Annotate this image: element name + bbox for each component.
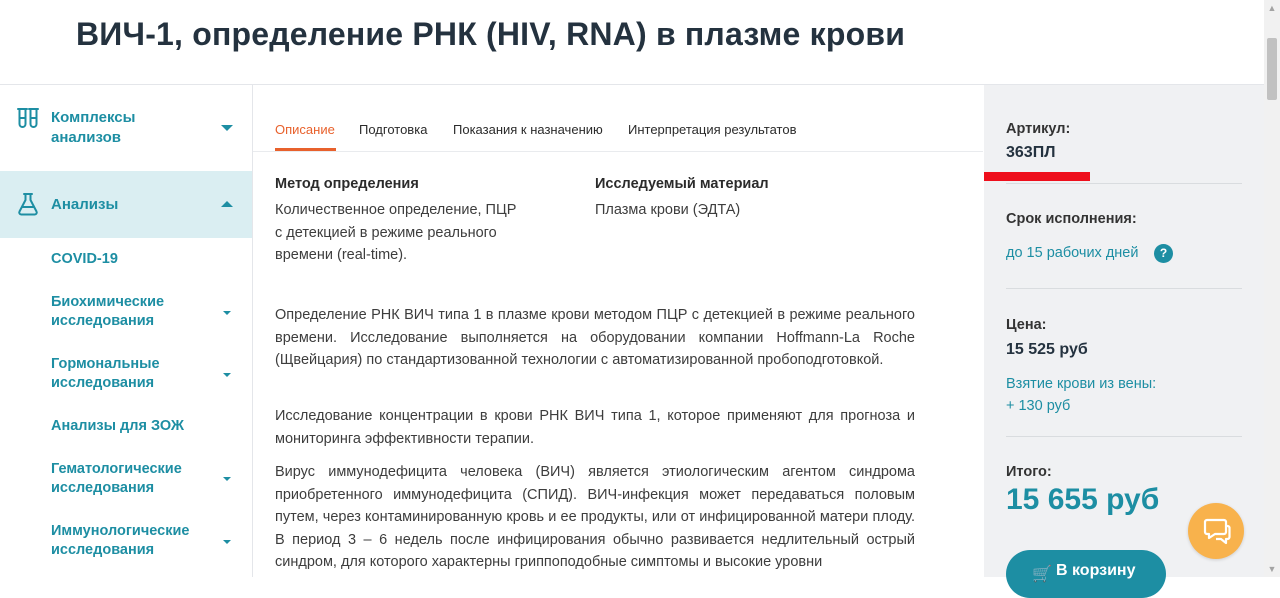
cart-icon: 🛒 <box>1032 566 1052 583</box>
description-paragraph: Определение РНК ВИЧ типа 1 в плазме крови методом ПЦР с детекцией в режиме реального времени. Исследование выполняется на оборудовании компании Hoffmann-La Roche (Щвейцария) по стандартизованной технологии с автоматизированной пробоподготовкой. <box>275 307 915 368</box>
tab-bar <box>253 85 983 152</box>
add-to-cart-button[interactable] <box>1006 550 1166 598</box>
price-value: 15 525 руб <box>1006 341 1088 358</box>
chevron-down-icon[interactable] <box>223 477 231 481</box>
tab-interpretation[interactable]: Интерпретация результатов <box>628 122 797 137</box>
vertical-scrollbar[interactable] <box>1264 0 1280 577</box>
sidebar-group-complexes[interactable] <box>0 85 252 172</box>
total-value: 15 655 руб <box>1006 483 1160 516</box>
sidebar-item-label-line1: Гематологические <box>51 461 182 477</box>
material-text: Плазма крови (ЭДТА) <box>595 202 741 218</box>
sidebar-item-label-line2: исследования <box>51 542 155 558</box>
sidebar-item-label-line2: исследования <box>51 375 155 391</box>
main-content <box>253 85 983 577</box>
method-text-line: с детекцией в режиме реального <box>275 224 497 241</box>
divider <box>1006 183 1242 184</box>
sidebar-item-label-line1: Иммунологические <box>51 523 190 539</box>
scroll-down-arrow-icon[interactable]: ▼ <box>1267 564 1277 574</box>
chevron-up-icon[interactable] <box>221 201 233 207</box>
page-header <box>0 0 1264 85</box>
chat-button[interactable] <box>1188 503 1244 559</box>
material-heading: Исследуемый материал <box>595 176 769 192</box>
description-paragraph: Вирус иммунодефицита человека (ВИЧ) является этиологическим агентом синдрома приобретенного иммунодефицита (СПИД). ВИЧ-инфекция может передаваться половым путем, через контаминированную кровь и ее продукты, или от инфицированной матери плоду. В период 3 – 6 недель после инфицирования обычно развивается недлительный острый синдром, для которого характерны гриппоподобные симптомы и высокие уровни <box>275 464 915 570</box>
sidebar-group-label-line2: анализов <box>51 129 121 146</box>
blood-draw-price: + 130 руб <box>1006 398 1071 414</box>
sidebar-item-label-line2: исследования <box>51 480 155 496</box>
chevron-down-icon[interactable] <box>223 311 231 315</box>
sidebar-group-label <box>51 108 135 148</box>
sidebar-group-label: Анализы <box>51 196 119 213</box>
price-label: Цена: <box>1006 317 1047 333</box>
chevron-down-icon[interactable] <box>223 540 231 544</box>
term-value-link[interactable]: до 15 рабочих дней <box>1006 245 1139 261</box>
chat-bubbles-icon <box>1188 503 1244 559</box>
blood-draw-label: Взятие крови из вены: <box>1006 376 1157 392</box>
description-paragraph: Исследование концентрации в крови РНК ВИЧ типа 1, которое применяют для прогноза и мониторинга эффективности терапии. <box>275 408 915 447</box>
highlight-bar <box>984 172 1090 181</box>
test-tubes-icon <box>16 107 40 131</box>
add-to-cart-label: В корзину <box>1056 562 1136 579</box>
tab-indications[interactable]: Показания к назначению <box>453 122 603 137</box>
scroll-up-arrow-icon[interactable]: ▲ <box>1267 3 1277 13</box>
article-label: Артикул: <box>1006 121 1071 137</box>
sidebar-item-label-line1: Биохимические <box>51 294 165 310</box>
sidebar-item-biochemistry[interactable] <box>51 293 164 331</box>
chevron-down-icon[interactable] <box>221 125 233 131</box>
sidebar-item-label-line1: Гормональные <box>51 356 160 372</box>
method-text <box>275 199 516 267</box>
term-label: Срок исполнения: <box>1006 211 1137 227</box>
method-text-line: времени (real-time). <box>275 247 408 263</box>
flask-icon <box>16 192 40 216</box>
sidebar-item-label-line2: исследования <box>51 313 155 329</box>
scroll-thumb[interactable] <box>1267 38 1277 100</box>
sidebar-item-healthy-lifestyle[interactable]: Анализы для ЗОЖ <box>51 418 185 434</box>
sidebar-group-analyses[interactable] <box>0 171 252 238</box>
tab-description[interactable]: Описание <box>275 122 335 137</box>
divider <box>1006 436 1242 437</box>
sidebar-item-hematology[interactable] <box>51 460 182 498</box>
tab-preparation[interactable]: Подготовка <box>359 122 428 137</box>
method-text-line: Количественное определение, ПЦР <box>275 202 517 218</box>
sidebar-item-hormonal[interactable] <box>51 355 160 393</box>
blood-draw-info[interactable] <box>1006 373 1156 417</box>
total-label: Итого: <box>1006 464 1052 480</box>
sidebar-item-immunology[interactable] <box>51 522 189 560</box>
sidebar-item-covid[interactable]: COVID-19 <box>51 251 118 267</box>
divider <box>1006 288 1242 289</box>
sidebar-group-label-line1: Комплексы <box>51 109 136 126</box>
article-value: 363ПЛ <box>1006 144 1056 161</box>
page-title: ВИЧ-1, определение РНК (HIV, RNA) в плазме крови <box>76 16 906 52</box>
help-icon[interactable]: ? <box>1154 244 1173 263</box>
sidebar <box>0 85 253 577</box>
chevron-down-icon[interactable] <box>223 373 231 377</box>
active-tab-indicator <box>275 148 336 151</box>
method-heading: Метод определения <box>275 176 419 192</box>
